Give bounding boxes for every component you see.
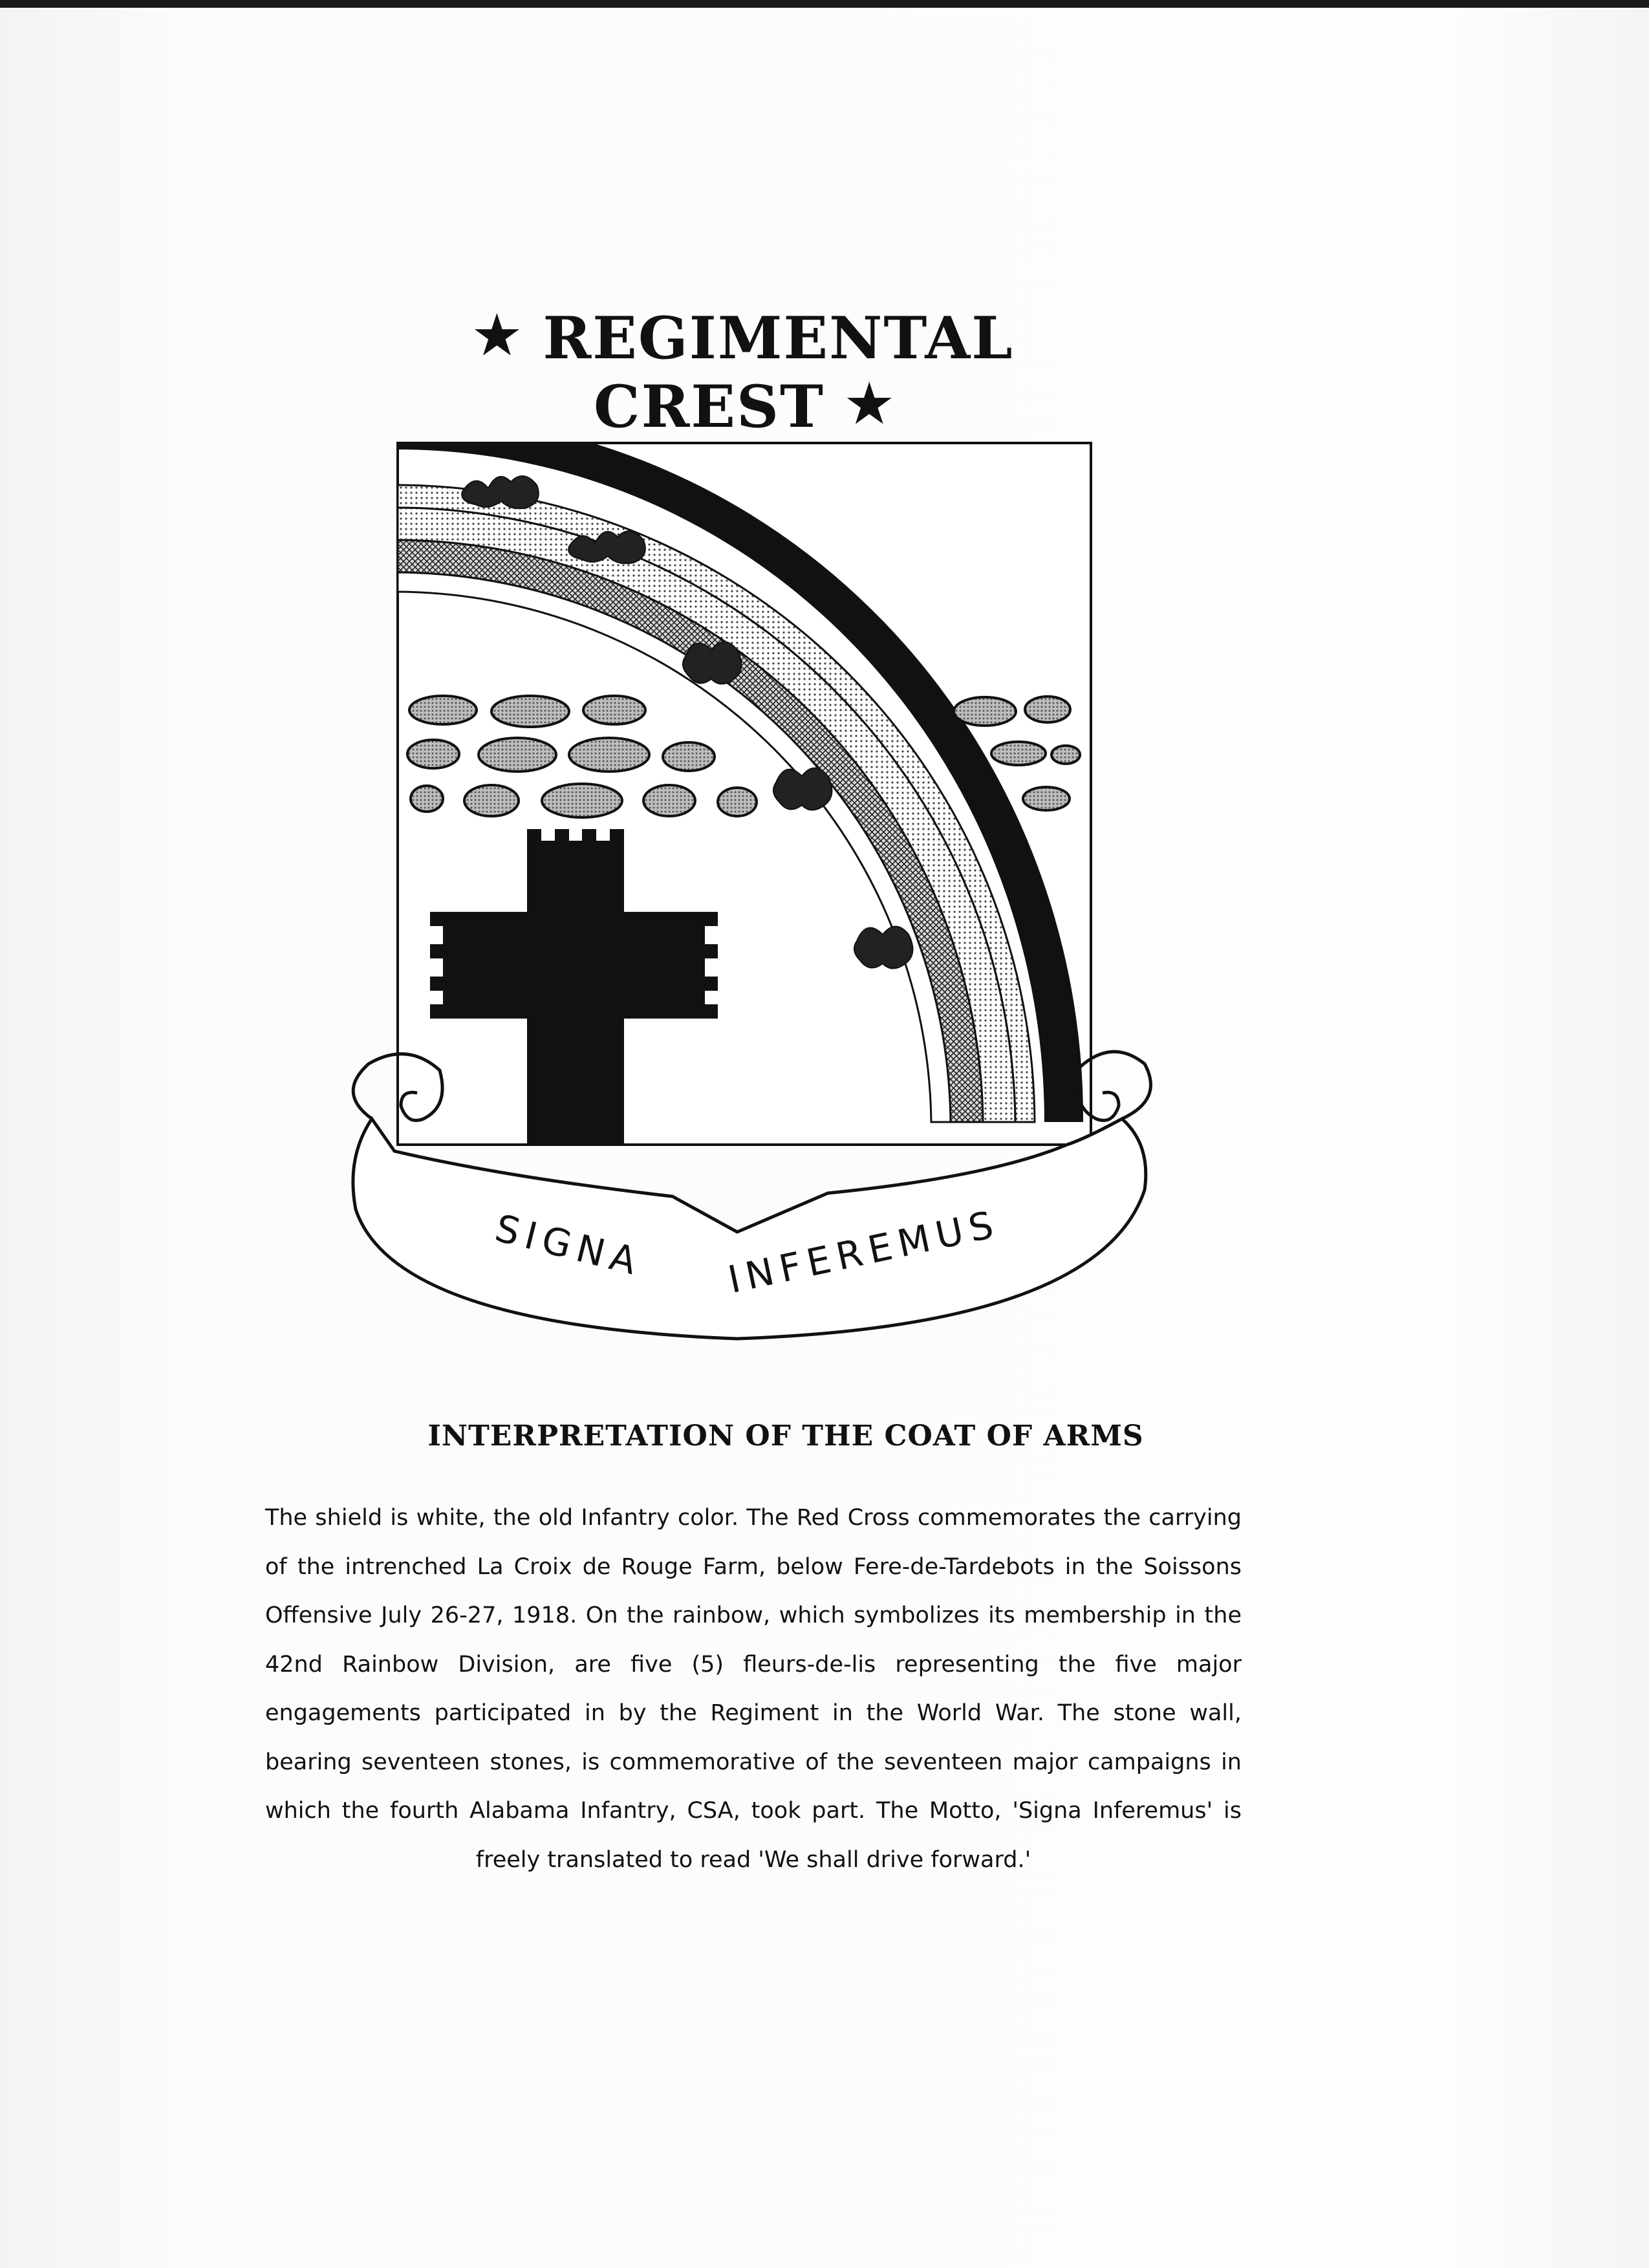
- interpretation-text: The shield is white, the old Infantry color. The Red Cross commemorates the carrying of the intrenched La Croix de Rouge Farm, below Fere-de-Tardebots in the Soissons Offensive July 26-27, 1918. On the rainbow, which symbolizes its membership in the 42nd Rainbow Division, are five (5) fleurs-de-lis representing the five major engagements participated in by the Regiment in the World War. The stone wall, bearing seventeen stones, is commemorative of the seventeen major campaigns in which the fourth Alabama Infantry, CSA, took part. The Motto, 'Signa Inferemus' is freely translated to read 'We shall drive forward.': [265, 1505, 1242, 1873]
- page-heading: [388, 304, 1099, 441]
- regimental-crest: [310, 433, 1196, 1358]
- motto-right: INFEREMUS: [724, 1201, 1004, 1302]
- star-icon-right: ★: [846, 373, 894, 434]
- motto-left: SIGNA: [491, 1205, 647, 1285]
- star-icon-left: ★: [473, 305, 522, 365]
- interpretation-title: INTERPRETATION OF THE COAT OF ARMS: [427, 1420, 1144, 1453]
- page-top-edge: [0, 0, 1649, 8]
- heading-title: REGIMENTAL CREST: [543, 304, 1014, 441]
